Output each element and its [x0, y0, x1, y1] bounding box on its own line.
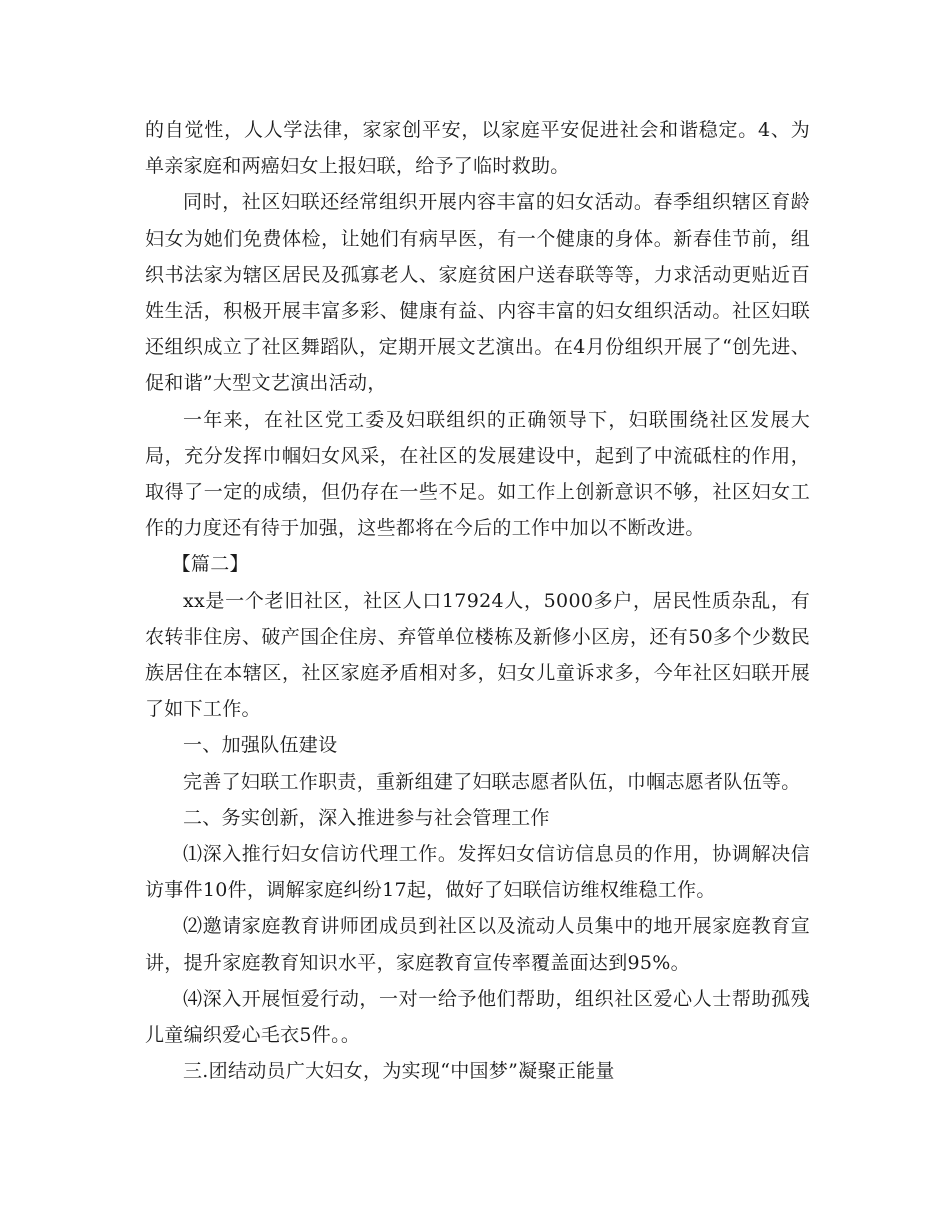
item-petition-agency: ⑴深入推行妇女信访代理工作。发挥妇女信访信息员的作用，协调解决信访事件10件，调解家庭纠纷17起，做好了妇联信访维权维稳工作。 [145, 843, 810, 902]
heading-china-dream: 三.团结动员广大妇女，为实现“中国梦”凝聚正能量 [183, 1060, 615, 1083]
paragraph-year-summary: 一年来，在社区党工委及妇联组织的正确领导下，妇联围绕社区发展大局，充分发挥巾帼妇女风采，在社区的发展建设中，起到了中流砥柱的作用，取得了一定的成绩，但仍存在一些不足。如工作上创新意识不够，社区妇女工作的力度还有待于加强，这些都将在今后的工作中加以不断改进。 [145, 408, 810, 540]
paragraph-community-overview: xx是一个老旧社区，社区人口17924人，5000多户，居民性质杂乱，有农转非住房、破产国企住房、弃管单位楼栋及新修小区房，还有50多个少数民族居住在本辖区，社区家庭矛盾相对多，妇女儿童诉求多，今年社区妇联开展了如下工作。 [145, 589, 810, 721]
item-heng-ai-action: ⑷深入开展恒爱行动，一对一给予他们帮助，组织社区爱心人士帮助孤残儿童编织爱心毛衣5件。。 [145, 987, 810, 1047]
section-heading-part-two: 【篇二】 [171, 553, 249, 576]
paragraph-continued-relief: 的自觉性，人人学法律，家家创平安，以家庭平安促进社会和谐稳定。4、为单亲家庭和两癌妇女上报妇联，给予了临时救助。 [145, 119, 810, 178]
heading-team-building: 一、加强队伍建设 [183, 734, 338, 757]
document-body [145, 112, 810, 1089]
item-family-education: ⑵邀请家庭教育讲师团成员到社区以及流动人员集中的地开展家庭教育宣讲，提升家庭教育知识水平，家庭教育宣传率覆盖面达到95%。 [145, 915, 810, 974]
paragraph-team-building: 完善了妇联工作职责，重新组建了妇联志愿者队伍，巾帼志愿者队伍等。 [183, 770, 801, 793]
paragraph-women-activities: 同时，社区妇联还经常组织开展内容丰富的妇女活动。春季组织辖区育龄妇女为她们免费体检，让她们有病早医，有一个健康的身体。新春佳节前，组织书法家为辖区居民及孤寡老人、家庭贫困户送春联等等，力求活动更贴近百姓生活，积极开展丰富多彩、健康有益、内容丰富的妇女组织活动。社区妇联还组织成立了社区舞蹈队，定期开展文艺演出。在4月份组织开展了“创先进、促和谐”大型文艺演出活动， [145, 191, 810, 395]
heading-social-management: 二、务实创新，深入推进参与社会管理工作 [183, 806, 550, 829]
